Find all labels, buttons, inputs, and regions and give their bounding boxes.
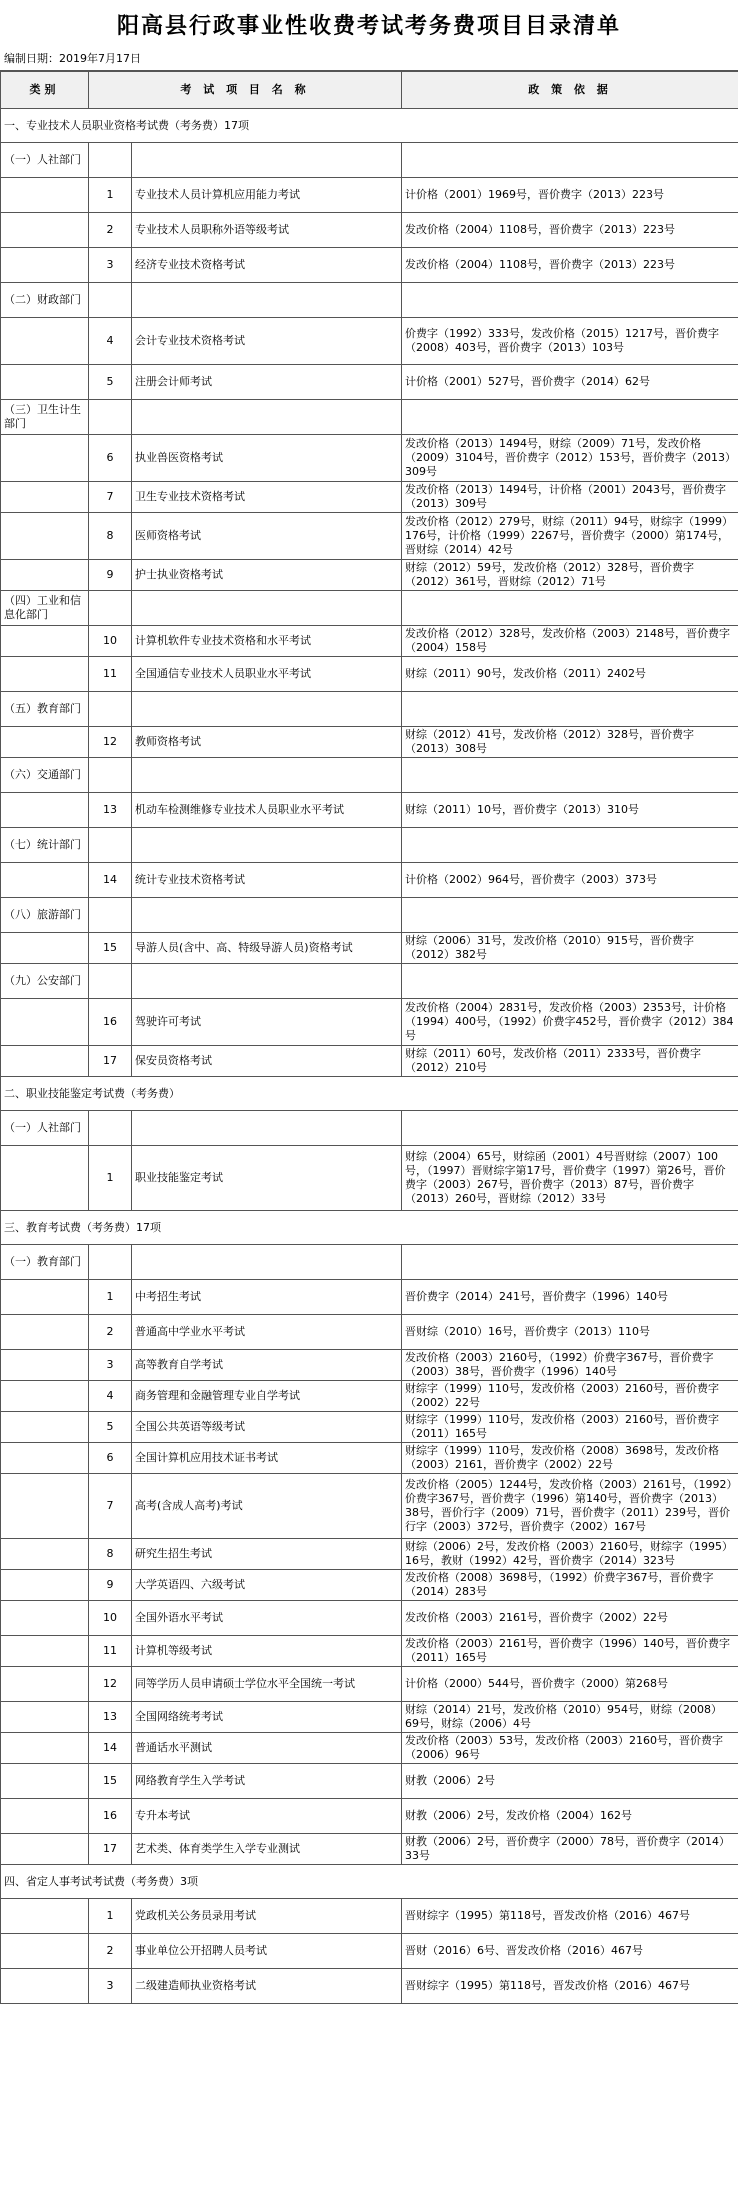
item-number: 12 [89,727,132,758]
table-body [1,109,738,2004]
item-number: 16 [89,999,132,1046]
policy-basis: 发改价格（2013）1494号，计价格（2001）2043号，晋价费字（2013）309号 [402,482,738,513]
department-name: （四）工业和信息化部门 [1,591,89,626]
exam-name: 计算机软件专业技术资格和水平考试 [132,626,402,657]
item-number: 2 [89,1934,132,1969]
policy-basis: 财教（2006）2号 [402,1764,738,1799]
item-number: 13 [89,793,132,828]
policy-basis: 发改价格（2004）1108号，晋价费字（2013）223号 [402,248,738,283]
table-row [1,1934,738,1969]
empty-cell [132,898,402,933]
department-row [1,758,738,793]
policy-basis: 发改价格（2005）1244号，发改价格（2003）2161号，（1992）价费字367号，晋价费字（1996）第140号，晋价费字（2013）38号，晋价行字（2009）71号，晋价费字（2011）239号，晋价行字（2003）372号，晋价费字（2002）167号 [402,1474,738,1539]
item-number: 4 [89,318,132,365]
exam-name: 职业技能鉴定考试 [132,1146,402,1211]
table-row [1,863,738,898]
empty-cell [402,143,738,178]
category-cell [1,365,89,400]
item-number: 2 [89,1315,132,1350]
item-number: 12 [89,1667,132,1702]
category-cell [1,1899,89,1934]
category-cell [1,727,89,758]
department-name: （三）卫生计生部门 [1,400,89,435]
policy-basis: 发改价格（2008）3698号，（1992）价费字367号，晋价费字（2014）283号 [402,1570,738,1601]
item-number: 10 [89,626,132,657]
exam-name: 机动车检测维修专业技术人员职业水平考试 [132,793,402,828]
exam-name: 医师资格考试 [132,513,402,560]
table-row [1,1799,738,1834]
table-row [1,1350,738,1381]
empty-cell [402,964,738,999]
department-row [1,692,738,727]
table-row [1,560,738,591]
empty-cell [402,283,738,318]
policy-basis: 计价格（2001）1969号，晋价费字（2013）223号 [402,178,738,213]
section-heading: 二、职业技能鉴定考试费（考务费） [1,1077,738,1111]
empty-cell [132,828,402,863]
table-row [1,1667,738,1702]
exam-name: 艺术类、体育类学生入学专业测试 [132,1834,402,1865]
category-cell [1,1799,89,1834]
category-cell [1,1702,89,1733]
section-heading: 一、专业技术人员职业资格考试费（考务费）17项 [1,109,738,143]
department-row [1,143,738,178]
table-row [1,318,738,365]
empty-cell [89,400,132,435]
empty-cell [132,143,402,178]
policy-basis: 财教（2006）2号，发改价格（2004）162号 [402,1799,738,1834]
exam-name: 执业兽医资格考试 [132,435,402,482]
policy-basis: 发改价格（2012）328号，发改价格（2003）2148号，晋价费字（2004）158号 [402,626,738,657]
policy-basis: 财综（2012）59号，发改价格（2012）328号，晋价费字（2012）361号，晋财综（2012）71号 [402,560,738,591]
table-row [1,1570,738,1601]
item-number: 9 [89,1570,132,1601]
table-row [1,1046,738,1077]
item-number: 1 [89,1899,132,1934]
item-number: 7 [89,482,132,513]
policy-basis: 价费字（1992）333号，发改价格（2015）1217号，晋价费字（2008）403号，晋价费字（2013）103号 [402,318,738,365]
policy-basis: 发改价格（2013）1494号，财综（2009）71号，发改价格（2009）3104号，晋价费字（2012）153号，晋价费字（2013）309号 [402,435,738,482]
item-number: 3 [89,248,132,283]
exam-name: 教师资格考试 [132,727,402,758]
exam-name: 普通高中学业水平考试 [132,1315,402,1350]
department-name: （二）财政部门 [1,283,89,318]
item-number: 8 [89,513,132,560]
policy-basis: 财综（2011）90号，发改价格（2011）2402号 [402,657,738,692]
exam-name: 研究生招生考试 [132,1539,402,1570]
item-number: 3 [89,1350,132,1381]
item-number: 11 [89,657,132,692]
exam-name: 会计专业技术资格考试 [132,318,402,365]
category-cell [1,248,89,283]
empty-cell [402,898,738,933]
exam-name: 专业技术人员计算机应用能力考试 [132,178,402,213]
table-row [1,1443,738,1474]
compile-date: 编制日期：2019年7月17日 [0,48,738,71]
fee-table [0,71,738,2004]
exam-name: 驾驶许可考试 [132,999,402,1046]
policy-basis: 财综（2012）41号，发改价格（2012）328号，晋价费字（2013）308号 [402,727,738,758]
policy-basis: 发改价格（2003）2160号，（1992）价费字367号，晋价费字（2003）38号，晋价费字（1996）140号 [402,1350,738,1381]
table-row [1,482,738,513]
department-row [1,400,738,435]
header-category: 类别 [1,72,89,109]
item-number: 15 [89,933,132,964]
item-number: 16 [89,1799,132,1834]
item-number: 17 [89,1046,132,1077]
empty-cell [402,758,738,793]
category-cell [1,1636,89,1667]
category-cell [1,513,89,560]
item-number: 1 [89,178,132,213]
empty-cell [402,828,738,863]
item-number: 6 [89,435,132,482]
exam-name: 全国外语水平考试 [132,1601,402,1636]
exam-name: 全国计算机应用技术证书考试 [132,1443,402,1474]
category-cell [1,1667,89,1702]
category-cell [1,213,89,248]
policy-basis: 晋财综字（1995）第118号，晋发改价格（2016）467号 [402,1899,738,1934]
department-name: （八）旅游部门 [1,898,89,933]
category-cell [1,1601,89,1636]
category-cell [1,318,89,365]
table-row [1,1899,738,1934]
table-row [1,1280,738,1315]
exam-name: 党政机关公务员录用考试 [132,1899,402,1934]
table-row [1,727,738,758]
table-row [1,213,738,248]
item-number: 14 [89,1733,132,1764]
table-row [1,365,738,400]
policy-basis: 晋财综字（1995）第118号，晋发改价格（2016）467号 [402,1969,738,2004]
empty-cell [89,1245,132,1280]
empty-cell [132,1111,402,1146]
policy-basis: 发改价格（2004）1108号，晋价费字（2013）223号 [402,213,738,248]
section-heading-row [1,1077,738,1111]
exam-name: 高考(含成人高考)考试 [132,1474,402,1539]
empty-cell [132,400,402,435]
department-name: （一）人社部门 [1,143,89,178]
section-heading-row [1,109,738,143]
table-row [1,657,738,692]
exam-name: 护士执业资格考试 [132,560,402,591]
department-row [1,964,738,999]
exam-name: 大学英语四、六级考试 [132,1570,402,1601]
policy-basis: 晋财（2016）6号、晋发改价格（2016）467号 [402,1934,738,1969]
department-row [1,1245,738,1280]
category-cell [1,793,89,828]
empty-cell [89,1111,132,1146]
department-name: （九）公安部门 [1,964,89,999]
empty-cell [402,692,738,727]
table-row [1,248,738,283]
category-cell [1,1381,89,1412]
department-row [1,1111,738,1146]
department-row [1,283,738,318]
policy-basis: 晋价费字（2014）241号，晋价费字（1996）140号 [402,1280,738,1315]
category-cell [1,863,89,898]
department-name: （七）统计部门 [1,828,89,863]
policy-basis: 财综字（1999）110号，发改价格（2003）2160号，晋价费字（2011）165号 [402,1412,738,1443]
exam-name: 卫生专业技术资格考试 [132,482,402,513]
empty-cell [89,828,132,863]
table-row [1,1539,738,1570]
exam-name: 中考招生考试 [132,1280,402,1315]
table-row [1,513,738,560]
header-policy-basis: 政 策 依 据 [402,72,738,109]
category-cell [1,1046,89,1077]
header-exam-name: 考 试 项 目 名 称 [89,72,402,109]
empty-cell [89,758,132,793]
table-row [1,933,738,964]
empty-cell [402,400,738,435]
category-cell [1,1834,89,1865]
table-row [1,1636,738,1667]
exam-name: 导游人员(含中、高、特级导游人员)资格考试 [132,933,402,964]
exam-name: 商务管理和金融管理专业自学考试 [132,1381,402,1412]
item-number: 8 [89,1539,132,1570]
empty-cell [89,143,132,178]
category-cell [1,1539,89,1570]
exam-name: 专升本考试 [132,1799,402,1834]
category-cell [1,933,89,964]
item-number: 7 [89,1474,132,1539]
table-row [1,1764,738,1799]
table-row [1,1969,738,2004]
item-number: 5 [89,365,132,400]
empty-cell [89,898,132,933]
category-cell [1,1443,89,1474]
empty-cell [132,1245,402,1280]
policy-basis: 财综字（1999）110号，发改价格（2008）3698号，发改价格（2003）2161，晋价费字（2002）22号 [402,1443,738,1474]
policy-basis: 财教（2006）2号，晋价费字（2000）78号，晋价费字（2014）33号 [402,1834,738,1865]
empty-cell [132,758,402,793]
table-row [1,178,738,213]
policy-basis: 计价格（2002）964号，晋价费字（2003）373号 [402,863,738,898]
category-cell [1,1733,89,1764]
exam-name: 二级建造师执业资格考试 [132,1969,402,2004]
table-row [1,1146,738,1211]
policy-basis: 发改价格（2004）2831号，发改价格（2003）2353号，计价格（1994）400号，（1992）价费字452号，晋价费字（2012）384号 [402,999,738,1046]
policy-basis: 财综（2004）65号，财综函（2001）4号晋财综（2007）100号，（1997）晋财综字第17号，晋价费字（1997）第26号，晋价费字（2003）267号，晋价费字（2013）87号，晋价费字（2013）260号，晋财综（2012）33号 [402,1146,738,1211]
category-cell [1,626,89,657]
empty-cell [402,1245,738,1280]
policy-basis: 财综（2006）31号，发改价格（2010）915号，晋价费字（2012）382号 [402,933,738,964]
table-row [1,999,738,1046]
item-number: 9 [89,560,132,591]
item-number: 3 [89,1969,132,2004]
exam-name: 事业单位公开招聘人员考试 [132,1934,402,1969]
table-row [1,626,738,657]
policy-basis: 发改价格（2003）2161号，晋价费字（2002）22号 [402,1601,738,1636]
exam-name: 同等学历人员申请硕士学位水平全国统一考试 [132,1667,402,1702]
table-row [1,1315,738,1350]
policy-basis: 计价格（2001）527号，晋价费字（2014）62号 [402,365,738,400]
category-cell [1,1350,89,1381]
exam-name: 统计专业技术资格考试 [132,863,402,898]
empty-cell [132,692,402,727]
empty-cell [132,591,402,626]
item-number: 11 [89,1636,132,1667]
category-cell [1,178,89,213]
category-cell [1,1146,89,1211]
category-cell [1,1934,89,1969]
exam-name: 计算机等级考试 [132,1636,402,1667]
item-number: 15 [89,1764,132,1799]
policy-basis: 财综（2006）2号，发改价格（2003）2160号，财综字（1995）16号，教财（1992）42号，晋价费字（2014）323号 [402,1539,738,1570]
exam-name: 网络教育学生入学考试 [132,1764,402,1799]
policy-basis: 晋财综（2010）16号，晋价费字（2013）110号 [402,1315,738,1350]
department-row [1,898,738,933]
department-name: （一）教育部门 [1,1245,89,1280]
category-cell [1,1969,89,2004]
empty-cell [89,283,132,318]
table-row [1,1702,738,1733]
item-number: 6 [89,1443,132,1474]
section-heading-row [1,1211,738,1245]
exam-name: 全国网络统考考试 [132,1702,402,1733]
table-row [1,1412,738,1443]
table-row [1,1733,738,1764]
item-number: 17 [89,1834,132,1865]
item-number: 2 [89,213,132,248]
category-cell [1,1570,89,1601]
department-name: （六）交通部门 [1,758,89,793]
exam-name: 专业技术人员职称外语等级考试 [132,213,402,248]
document-title: 阳高县行政事业性收费考试考务费项目目录清单 [116,12,621,39]
category-cell [1,1315,89,1350]
category-cell [1,435,89,482]
category-cell [1,1474,89,1539]
category-cell [1,999,89,1046]
item-number: 5 [89,1412,132,1443]
empty-cell [402,1111,738,1146]
policy-basis: 财综（2011）60号，发改价格（2011）2333号，晋价费字（2012）210号 [402,1046,738,1077]
empty-cell [89,964,132,999]
policy-basis: 财综（2011）10号，晋价费字（2013）310号 [402,793,738,828]
table-row [1,1381,738,1412]
policy-basis: 发改价格（2003）53号，发改价格（2003）2160号，晋价费字（2006）96号 [402,1733,738,1764]
section-heading: 四、省定人事考试考试费（考务费）3项 [1,1865,738,1899]
empty-cell [402,591,738,626]
policy-basis: 计价格（2000）544号，晋价费字（2000）第268号 [402,1667,738,1702]
category-cell [1,560,89,591]
policy-basis: 发改价格（2012）279号，财综（2011）94号，财综字（1999）176号，计价格（1999）2267号，晋价费字（2000）第174号，晋财综（2014）42号 [402,513,738,560]
department-row [1,591,738,626]
table-row [1,1601,738,1636]
policy-basis: 财综字（1999）110号，发改价格（2003）2160号，晋价费字（2002）22号 [402,1381,738,1412]
empty-cell [132,283,402,318]
exam-name: 普通话水平测试 [132,1733,402,1764]
department-row [1,828,738,863]
item-number: 10 [89,1601,132,1636]
table-row [1,1474,738,1539]
department-name: （五）教育部门 [1,692,89,727]
exam-name: 全国通信专业技术人员职业水平考试 [132,657,402,692]
item-number: 14 [89,863,132,898]
empty-cell [89,591,132,626]
exam-name: 经济专业技术资格考试 [132,248,402,283]
category-cell [1,1764,89,1799]
category-cell [1,482,89,513]
empty-cell [89,692,132,727]
table-row [1,793,738,828]
policy-basis: 财综（2014）21号，发改价格（2010）954号，财综（2008）69号，财综（2006）4号 [402,1702,738,1733]
item-number: 1 [89,1280,132,1315]
exam-name: 全国公共英语等级考试 [132,1412,402,1443]
exam-name: 高等教育自学考试 [132,1350,402,1381]
table-row [1,1834,738,1865]
empty-cell [132,964,402,999]
policy-basis: 发改价格（2003）2161号，晋价费字（1996）140号，晋价费字（2011）165号 [402,1636,738,1667]
category-cell [1,657,89,692]
department-name: （一）人社部门 [1,1111,89,1146]
header-row [1,72,738,109]
exam-name: 注册会计师考试 [132,365,402,400]
table-row [1,435,738,482]
item-number: 4 [89,1381,132,1412]
item-number: 13 [89,1702,132,1733]
item-number: 1 [89,1146,132,1211]
section-heading: 三、教育考试费（考务费）17项 [1,1211,738,1245]
section-heading-row [1,1865,738,1899]
category-cell [1,1280,89,1315]
category-cell [1,1412,89,1443]
exam-name: 保安员资格考试 [132,1046,402,1077]
